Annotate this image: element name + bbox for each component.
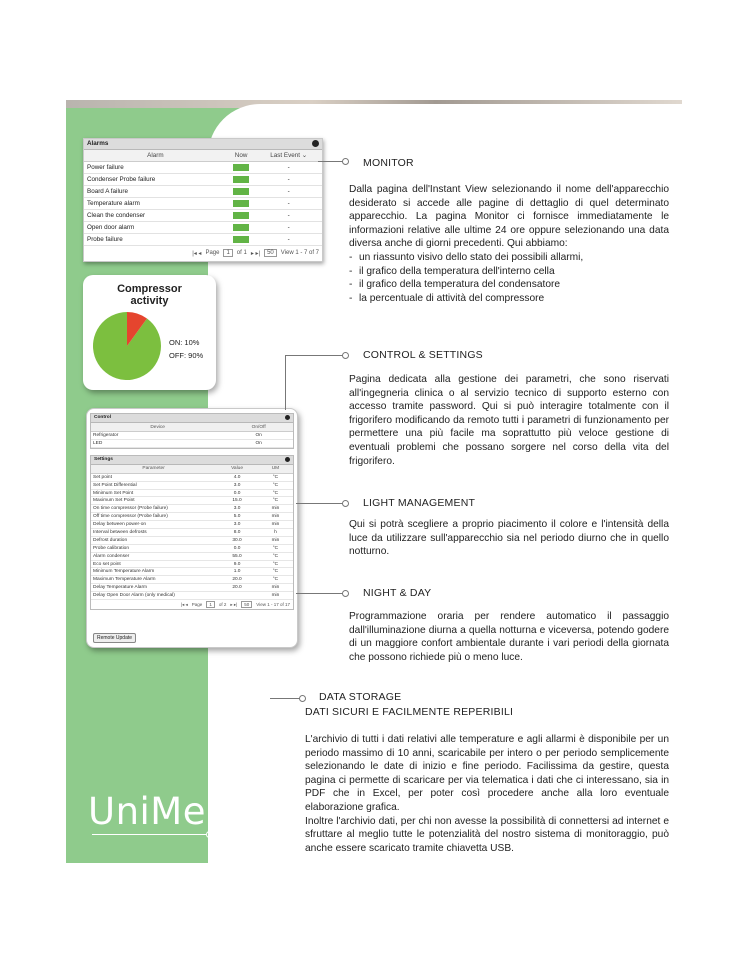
control-heading: CONTROL & SETTINGS: [363, 349, 483, 361]
parameter-name: Maximum Temperature Alarm: [91, 576, 216, 584]
parameter-unit: °C: [258, 560, 293, 568]
parameter-name: Set Point Differential: [91, 481, 216, 489]
parameter-value: 0.0: [216, 489, 258, 497]
table-row: [91, 529, 293, 537]
connector-dot: [342, 352, 349, 359]
parameter-unit: °C: [258, 552, 293, 560]
status-indicator: [233, 224, 249, 231]
storage-paragraph: L'archivio di tutti i dati relativi alle temperature e agli allarmi è disponibile per un periodo massimo di 10 anni, scaricabile per intero o per periodo semplicemente selezionando le date di inizio e fine periodo. Facilissima da gestire, questa pagina ci permette di scaricare per via telematica i dati che ci interessano, sia in PDF che in Excel, per poter così procedere anche alla loro eventuale elaborazione grafica.: [305, 734, 669, 813]
status-cell: [227, 210, 256, 222]
parameter-unit: °C: [258, 473, 293, 481]
first-page-icon: |◂ ◂: [180, 601, 188, 607]
status-cell: [227, 198, 256, 210]
parameter-unit: min: [258, 521, 293, 529]
column-header: Now: [227, 150, 256, 162]
light-heading: LIGHT MANAGEMENT: [363, 497, 476, 509]
connector-line: [296, 503, 344, 504]
parameter-value: 9.0: [216, 560, 258, 568]
control-header: [91, 414, 293, 423]
parameter-name: Delay Open Door Alarm (only medical): [91, 592, 216, 600]
status-cell: [227, 186, 256, 198]
status-indicator: [233, 236, 249, 243]
device-name: LED: [91, 439, 224, 447]
parameter-value: 55.0: [216, 552, 258, 560]
parameter-unit: °C: [258, 497, 293, 505]
parameter-value: 5.0: [216, 513, 258, 521]
column-header: Value: [216, 465, 258, 474]
unimedical-logo: UniMedical: [88, 790, 296, 833]
connector-line: [296, 593, 344, 594]
per-page-select: 50: [264, 249, 277, 257]
parameter-value: 8.0: [216, 529, 258, 537]
last-event: -: [255, 234, 322, 246]
parameter-name: Probe calibration: [91, 544, 216, 552]
alarms-screenshot: [83, 138, 323, 262]
parameter-value: 4.0: [216, 473, 258, 481]
compressor-pie: [91, 310, 163, 382]
storage-paragraph: Inoltre l'archivio dati, per chi non avesse la possibilità di connettersi ad internet e sfruttare al meglio tutte le potenzialità del nostro sistema di monitoraggio, può anche essere scaricato tramite chiavetta USB.: [305, 815, 669, 854]
remote-update-button: Remote Update: [93, 633, 136, 643]
connector-line: [285, 355, 344, 356]
table-row: [91, 432, 293, 440]
parameter-value: 0.0: [216, 544, 258, 552]
last-event: -: [255, 210, 322, 222]
parameter-unit: min: [258, 536, 293, 544]
first-page-icon: |◂ ◂: [192, 250, 202, 257]
table-row: [84, 222, 322, 234]
light-text: Qui si potrà scegliere a proprio piacimento il colore e l'intensità della luce da utilizzare sull'apparecchio sia nel periodo diurno che in quello notturno.: [349, 519, 669, 558]
table-row: [84, 210, 322, 222]
page-input: 1: [223, 249, 232, 257]
list-item: - la percentuale di attività del compressore: [349, 292, 669, 306]
monitor-list: [349, 251, 669, 305]
list-item: - il grafico della temperatura del condensatore: [349, 278, 669, 292]
parameter-name: On time compressor (Probe failure): [91, 505, 216, 513]
table-row: [84, 198, 322, 210]
table-row: [91, 513, 293, 521]
alarm-name: Clean the condenser: [84, 210, 227, 222]
status-indicator: [233, 176, 249, 183]
connector-line: [318, 161, 344, 162]
monitor-text: [349, 183, 669, 305]
off-label: OFF: 90%: [169, 351, 204, 360]
table-row: [91, 560, 293, 568]
settings-table: [91, 465, 293, 600]
last-event: -: [255, 186, 322, 198]
storage-heading: DATA STORAGE: [319, 691, 402, 703]
monitor-heading: MONITOR: [363, 157, 414, 169]
parameter-name: Delay between power-on: [91, 521, 216, 529]
parameter-unit: °C: [258, 481, 293, 489]
settings-header: [91, 456, 293, 465]
table-row: [91, 521, 293, 529]
logo-underline: [92, 834, 206, 835]
alarm-name: Open door alarm: [84, 222, 227, 234]
alarms-title: Alarms: [87, 140, 109, 147]
device-state: On: [224, 439, 293, 447]
status-cell: [227, 234, 256, 246]
status-indicator: [233, 188, 249, 195]
column-header: Parameter: [91, 465, 216, 474]
storage-subheading: DATI SICURI E FACILMENTE REPERIBILI: [305, 706, 514, 718]
parameter-value: 20.0: [216, 584, 258, 592]
last-event: -: [255, 174, 322, 186]
connector-line: [270, 698, 301, 699]
parameter-name: Set point: [91, 473, 216, 481]
parameter-value: [216, 592, 258, 600]
monitor-paragraph: Dalla pagina dell'Instant View selezionando il nome dell'apparecchio desiderato si accede alle pagine di dettaglio di quel determinato apparecchio. La pagina Monitor ci fornisce immediatamente le informazioni relative alle ultime 24 ore oppure selezionando una data diversa anche di giorni precedenti. Qui abbiamo:: [349, 184, 669, 250]
alarm-name: Power failure: [84, 162, 227, 174]
parameter-value: 3.0: [216, 481, 258, 489]
table-row: [91, 505, 293, 513]
last-event: -: [255, 162, 322, 174]
column-header: UM: [258, 465, 293, 474]
alarm-name: Probe failure: [84, 234, 227, 246]
connector-dot: [342, 158, 349, 165]
parameter-value: 3.0: [216, 521, 258, 529]
parameter-unit: min: [258, 513, 293, 521]
parameter-value: 30.0: [216, 536, 258, 544]
status-indicator: [233, 164, 249, 171]
page-label: Page: [205, 250, 220, 256]
table-row: [91, 489, 293, 497]
compressor-title: Compressor activity: [117, 283, 182, 307]
table-row: [84, 234, 322, 246]
alarm-name: Board A failure: [84, 186, 227, 198]
device-state: On: [224, 432, 293, 440]
compressor-card: [83, 275, 216, 390]
connector-dot: [342, 590, 349, 597]
page-count: of 1: [236, 250, 247, 256]
list-item: - il grafico della temperatura dell'interno cella: [349, 265, 669, 279]
parameter-name: Minimum Temperature Alarm: [91, 568, 216, 576]
last-event: -: [255, 198, 322, 210]
control-text: Pagina dedicata alla gestione dei parametri, che sono riservati all'ingegneria clinica o al servizio tecnico di supporto esterno con accesso tramite password. Qui si può interagire totalmente con il frigorifero modificando da remoto tutti i parametri di funzionamento per permettere una più facile ma soprattutto più veloce gestione di eventuali problemi che possano sorgere nel corso della vita del frigorifero.: [349, 374, 669, 467]
status-cell: [227, 222, 256, 234]
next-page-icon: ▸ ▸|: [230, 601, 238, 607]
close-icon: [285, 457, 290, 462]
list-item: - un riassunto visivo dello stato dei possibili allarmi,: [349, 251, 669, 265]
close-icon: [285, 415, 290, 420]
table-row: [91, 568, 293, 576]
connector-dot: [342, 500, 349, 507]
control-table: [91, 423, 293, 448]
column-header: Last Event ⌄: [255, 150, 322, 162]
parameter-unit: min: [258, 584, 293, 592]
parameter-name: Maximum Set Point: [91, 497, 216, 505]
logo-dot: [206, 831, 213, 838]
parameter-name: Eco set point: [91, 560, 216, 568]
parameter-value: 3.0: [216, 505, 258, 513]
column-header: On/Off: [224, 423, 293, 432]
settings-title: Settings: [94, 456, 113, 462]
parameter-name: Interval between defrosts: [91, 529, 216, 537]
device-name: Refrigerator: [91, 432, 224, 440]
table-row: [91, 473, 293, 481]
status-cell: [227, 174, 256, 186]
last-event: -: [255, 222, 322, 234]
parameter-name: Minimum Set Point: [91, 489, 216, 497]
pager: [84, 246, 322, 260]
page-input: 1: [206, 601, 215, 608]
parameter-name: Off time compressor (Probe failure): [91, 513, 216, 521]
table-row: [91, 497, 293, 505]
parameter-unit: °C: [258, 489, 293, 497]
next-page-icon: ▸ ▸|: [250, 250, 261, 257]
table-row: [91, 536, 293, 544]
night-text: Programmazione oraria per rendere automatico il passaggio dall'illuminazione diurna a quella notturna e viceversa, potendo godere di un maggiore confort ambientale durante i vari periodi della giornata che possono richiede più o meno luce.: [349, 611, 669, 663]
status-cell: [227, 162, 256, 174]
pager: [91, 600, 293, 609]
settings-panel: [90, 455, 294, 610]
page-count: of 2: [218, 602, 227, 608]
table-row: [84, 186, 322, 198]
storage-text: [305, 733, 669, 855]
column-header: Alarm: [84, 150, 227, 162]
view-count: View 1 - 17 of 17: [256, 602, 290, 608]
alarm-name: Temperature alarm: [84, 198, 227, 210]
connector-dot: [299, 695, 306, 702]
parameter-unit: h: [258, 529, 293, 537]
table-row: [91, 592, 293, 600]
parameter-unit: °C: [258, 568, 293, 576]
table-row: [84, 174, 322, 186]
control-title: Control: [94, 415, 112, 420]
alarms-table: [84, 150, 322, 246]
on-label: ON: 10%: [169, 338, 200, 347]
compressor-legend: [169, 336, 203, 362]
parameter-value: 1.0: [216, 568, 258, 576]
parameter-unit: °C: [258, 576, 293, 584]
parameter-name: Alarm condenser: [91, 552, 216, 560]
alarms-header: [84, 139, 322, 150]
table-row: [91, 439, 293, 447]
per-page-select: 50: [241, 601, 252, 608]
connector-line: [285, 355, 286, 410]
parameter-name: Delay Temperature Alarm: [91, 584, 216, 592]
table-row: [84, 162, 322, 174]
column-header: Device: [91, 423, 224, 432]
table-row: [91, 481, 293, 489]
parameter-value: 15.0: [216, 497, 258, 505]
table-row: [91, 552, 293, 560]
parameter-unit: min: [258, 505, 293, 513]
night-heading: NIGHT & DAY: [363, 587, 432, 599]
alarm-name: Condenser Probe failure: [84, 174, 227, 186]
control-settings-screenshot: [86, 408, 298, 648]
parameter-unit: min: [258, 592, 293, 600]
page-label: Page: [191, 602, 203, 608]
control-panel: [90, 413, 294, 449]
status-indicator: [233, 200, 249, 207]
status-indicator: [233, 212, 249, 219]
view-count: View 1 - 7 of 7: [280, 250, 319, 256]
table-row: [91, 584, 293, 592]
parameter-unit: °C: [258, 544, 293, 552]
parameter-value: 20.0: [216, 576, 258, 584]
table-row: [91, 576, 293, 584]
close-icon: [312, 140, 319, 147]
parameter-name: Defrost duration: [91, 536, 216, 544]
table-row: [91, 544, 293, 552]
